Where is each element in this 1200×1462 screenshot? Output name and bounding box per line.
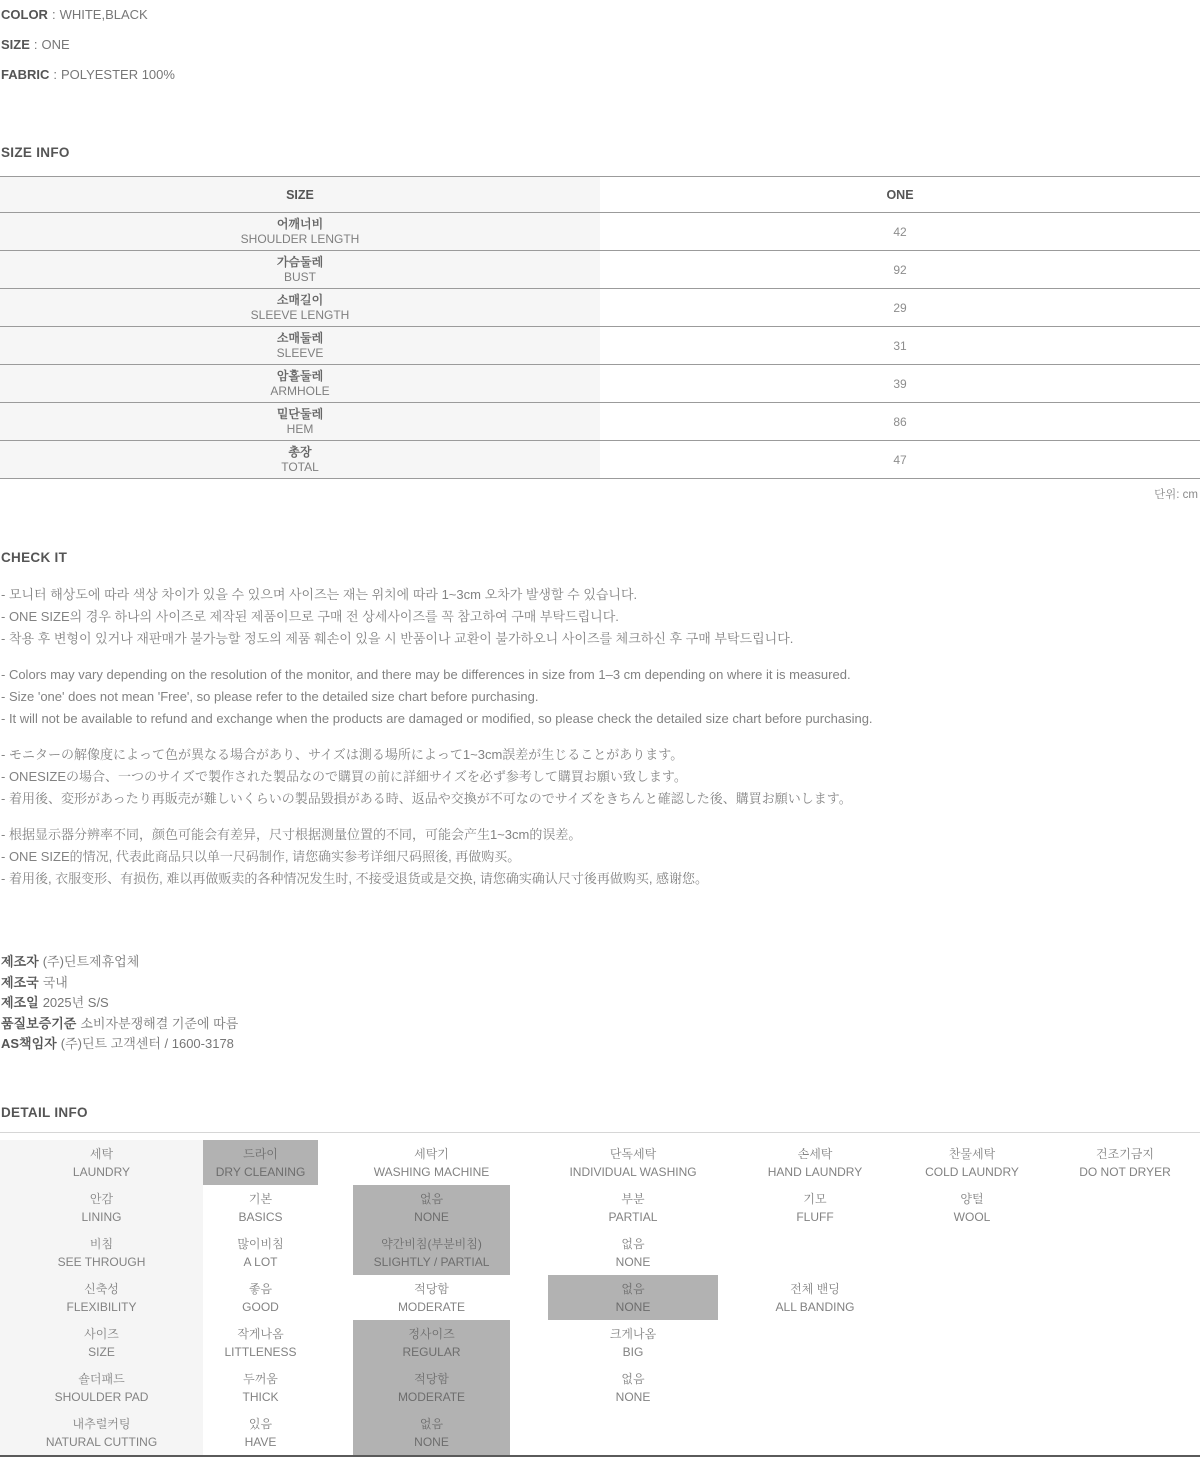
detail-cell — [548, 1275, 718, 1320]
detail-cell — [912, 1275, 1032, 1320]
detail-cell-en: NATURAL CUTTING — [45, 1434, 158, 1449]
detail-cell — [756, 1365, 874, 1410]
detail-cell-en: A LOT — [243, 1254, 278, 1269]
detail-cell — [1070, 1320, 1180, 1365]
detail-cell-en: REGULAR — [402, 1344, 461, 1359]
detail-row-size — [0, 1320, 1200, 1365]
measure-label-cell — [0, 403, 600, 440]
measure-label-en: SLEEVE — [276, 345, 324, 360]
manufacturer-row — [1, 993, 238, 1014]
detail-cell — [203, 1230, 318, 1275]
measure-value: 29 — [893, 300, 907, 315]
detail-cell — [353, 1185, 510, 1230]
detail-cell-ko: 작게나옴 — [237, 1326, 284, 1341]
detail-cell-en: HAND LAUNDRY — [767, 1164, 863, 1179]
detail-cell — [353, 1410, 510, 1455]
spec-value: WHITE,BLACK — [59, 7, 148, 22]
spec-value: ONE — [41, 37, 70, 52]
note-line: - ONE SIZE의 경우 하나의 사이즈로 제작된 제품이므로 구매 전 상세사이즈를 꼭 참고하여 구매 부탁드립니다. — [1, 609, 619, 624]
size-info-title: SIZE INFO — [1, 145, 70, 160]
note-line: - 着用後、変形があったり再販売が難しいくらいの製品毀損がある時、返品や交換が不可なのでサイズをきちんと確認した後、購買お願いします。 — [1, 791, 852, 806]
spec-label: FABRIC — [1, 67, 50, 82]
note-line: - ONE SIZE的情况, 代表此商品只以单一尺码制作, 请您确实参考详细尺码照後, 再做购买。 — [1, 849, 521, 864]
detail-cell — [912, 1320, 1032, 1365]
manufacturer-value: (주)딘트 고객센터 / 1600-3178 — [60, 1036, 234, 1051]
detail-cell — [1070, 1140, 1180, 1185]
product-specs — [1, 5, 175, 95]
detail-cell — [756, 1230, 874, 1275]
detail-cell — [548, 1140, 718, 1185]
size-table-row — [0, 441, 1200, 479]
detail-cell-ko: 전체 밴딩 — [790, 1281, 840, 1296]
measure-value: 92 — [893, 262, 907, 277]
detail-cell — [1070, 1410, 1180, 1455]
detail-row-label — [0, 1320, 203, 1365]
detail-cell-en: SHOULDER PAD — [54, 1389, 149, 1404]
manufacturer-value: 2025년 S/S — [42, 995, 109, 1010]
detail-cell-ko: 숄더패드 — [78, 1371, 125, 1386]
detail-cell — [912, 1140, 1032, 1185]
detail-cell — [912, 1410, 1032, 1455]
detail-cell — [548, 1185, 718, 1230]
detail-cell-en: WASHING MACHINE — [373, 1164, 490, 1179]
manufacturer-row — [1, 973, 238, 994]
measure-label-ko: 가슴둘레 — [276, 254, 324, 269]
detail-cell — [756, 1320, 874, 1365]
detail-cell-en: NONE — [414, 1209, 449, 1224]
spec-color — [1, 5, 175, 25]
measure-label-ko: 어깨너비 — [276, 216, 324, 231]
detail-cell-ko: 드라이 — [243, 1146, 278, 1161]
measure-label-cell — [0, 213, 600, 250]
detail-cell — [1070, 1275, 1180, 1320]
note-line: - 根据显示器分辨率不同，颜色可能会有差异，尺寸根据测量位置的不同，可能会产生1~3cm的误差。 — [1, 827, 582, 842]
measure-label-en: BUST — [283, 269, 316, 284]
detail-cell-en: INDIVIDUAL WASHING — [569, 1164, 697, 1179]
detail-cell-ko: 건조기금지 — [1096, 1146, 1154, 1161]
detail-info-title: DETAIL INFO — [1, 1105, 88, 1120]
detail-cell — [912, 1230, 1032, 1275]
size-table-row — [0, 213, 1200, 251]
note-line: - It will not be available to refund and exchange when the products are damaged or modified, so please check the detailed size chart before purchasing. — [1, 711, 873, 726]
note-line: - 착용 후 변형이 있거나 재판매가 불가능할 정도의 제품 훼손이 있을 시 반품이나 교환이 불가하오니 사이즈를 체크하신 후 구매 부탁드립니다. — [1, 631, 794, 646]
spec-fabric — [1, 65, 175, 85]
detail-cell — [1070, 1365, 1180, 1410]
detail-cell-en: MODERATE — [397, 1389, 466, 1404]
detail-cell-en: NONE — [615, 1299, 651, 1314]
size-table — [0, 176, 1200, 479]
detail-cell-ko: 적당함 — [414, 1371, 449, 1386]
detail-cell-ko: 세탁기 — [414, 1146, 449, 1161]
detail-cell-ko: 신축성 — [84, 1281, 119, 1296]
detail-row-label — [0, 1140, 203, 1185]
detail-cell — [548, 1365, 718, 1410]
detail-cell-en: DRY CLEANING — [215, 1164, 306, 1179]
detail-cell-ko: 부분 — [621, 1191, 645, 1206]
spec-separator: : — [51, 7, 56, 22]
detail-cell-ko: 찬물세탁 — [948, 1146, 996, 1161]
measure-label-ko: 소매둘레 — [276, 330, 324, 345]
detail-row-label — [0, 1365, 203, 1410]
detail-cell — [548, 1410, 718, 1455]
detail-cell-en: GOOD — [242, 1299, 279, 1314]
detail-cell — [912, 1365, 1032, 1410]
measure-label-cell — [0, 289, 600, 326]
size-table-header-label-cell — [0, 177, 600, 212]
manufacturer-label: 품질보증기준 — [1, 1015, 77, 1031]
detail-cell-en: SIZE — [88, 1344, 115, 1359]
detail-cell — [1070, 1185, 1180, 1230]
detail-cell — [756, 1140, 874, 1185]
detail-cell — [756, 1410, 874, 1455]
detail-cell — [548, 1320, 718, 1365]
spec-value: POLYESTER 100% — [61, 67, 175, 82]
detail-cell-en: THICK — [242, 1389, 279, 1404]
note-line: - Colors may vary depending on the resolution of the monitor, and there may be differences in size from 1–3 cm depending on where it is measured. — [1, 667, 851, 682]
size-table-row — [0, 289, 1200, 327]
detail-cell-ko: 없음 — [419, 1191, 444, 1206]
detail-cell-en: SEE THROUGH — [57, 1254, 146, 1269]
detail-cell-en: SLIGHTLY / PARTIAL — [373, 1254, 490, 1269]
manufacturer-row — [1, 952, 238, 973]
notes-english — [1, 664, 1199, 730]
detail-cell-ko: 약간비침(부분비침) — [381, 1236, 482, 1251]
detail-cell — [353, 1140, 510, 1185]
detail-cell — [756, 1185, 874, 1230]
measure-label-cell — [0, 251, 600, 288]
measure-label-cell — [0, 441, 600, 478]
detail-row-natural-cutting — [0, 1410, 1200, 1455]
measure-value: 47 — [893, 452, 907, 467]
detail-row-label — [0, 1230, 203, 1275]
spec-size — [1, 35, 175, 55]
detail-row-see-through — [0, 1230, 1200, 1275]
detail-divider — [0, 1132, 1200, 1133]
detail-cell-ko: 기모 — [803, 1191, 827, 1206]
detail-cell-en: BIG — [622, 1344, 644, 1359]
detail-cell-ko: 내추럴커팅 — [72, 1416, 131, 1431]
detail-cell-ko: 좋음 — [248, 1281, 273, 1296]
detail-cell-en: WOOL — [953, 1209, 991, 1224]
size-table-row — [0, 327, 1200, 365]
detail-row-label — [0, 1410, 203, 1455]
detail-row-flexibility — [0, 1275, 1200, 1320]
detail-grid — [0, 1140, 1200, 1457]
size-table-row — [0, 251, 1200, 289]
spec-separator: : — [33, 37, 38, 52]
manufacturer-label: 제조자 — [1, 954, 39, 969]
check-it-title: CHECK IT — [1, 550, 68, 565]
detail-cell — [203, 1140, 318, 1185]
spec-separator: : — [53, 67, 58, 82]
manufacturer-value: 국내 — [42, 974, 68, 990]
measure-label-ko: 암홀둘레 — [276, 368, 324, 383]
detail-row-shoulder-pad — [0, 1365, 1200, 1410]
measure-value: 42 — [893, 224, 907, 239]
detail-cell-ko: 없음 — [419, 1416, 444, 1431]
measure-value: 31 — [893, 338, 907, 353]
detail-row-label — [0, 1185, 203, 1230]
detail-row-label — [0, 1275, 203, 1320]
measure-label-cell — [0, 327, 600, 364]
detail-cell — [203, 1365, 318, 1410]
measure-label-ko: 밑단둘레 — [276, 406, 324, 421]
detail-cell-en: LITTLENESS — [224, 1344, 297, 1359]
check-it-notes — [1, 584, 1199, 904]
detail-cell — [353, 1230, 510, 1275]
manufacturer-value: 소비자분쟁해결 기준에 따름 — [80, 1015, 239, 1031]
spec-label: SIZE — [1, 37, 30, 52]
measure-value: 86 — [893, 414, 907, 429]
measure-label-en: SHOULDER LENGTH — [240, 231, 360, 246]
detail-cell-ko: 정사이즈 — [408, 1326, 455, 1341]
detail-cell-ko: 두꺼움 — [243, 1371, 278, 1386]
detail-cell-en: LAUNDRY — [72, 1164, 131, 1179]
detail-cell-ko: 있음 — [248, 1416, 273, 1431]
detail-cell-en: HAVE — [244, 1434, 277, 1449]
detail-cell — [1070, 1230, 1180, 1275]
detail-cell-ko: 많이비침 — [237, 1236, 284, 1251]
manufacturer-info — [1, 952, 238, 1055]
manufacturer-row — [1, 1014, 238, 1035]
detail-cell-en: PARTIAL — [608, 1209, 658, 1224]
measure-label-ko: 소매길이 — [276, 292, 324, 307]
detail-cell — [203, 1185, 318, 1230]
detail-cell — [353, 1320, 510, 1365]
measure-label-en: TOTAL — [281, 459, 319, 474]
detail-cell-ko: 세탁 — [89, 1146, 114, 1161]
measure-label-en: HEM — [286, 421, 314, 436]
note-line: - Size 'one' does not mean 'Free', so please refer to the detailed size chart before purchasing. — [1, 689, 539, 704]
detail-cell-ko: 안감 — [89, 1191, 114, 1206]
unit-note: 단위: cm — [1154, 489, 1198, 501]
detail-cell — [756, 1275, 874, 1320]
detail-cell-ko: 없음 — [621, 1281, 645, 1296]
notes-korean — [1, 584, 1199, 650]
detail-cell-ko: 양털 — [960, 1191, 984, 1206]
measure-label-cell — [0, 365, 600, 402]
detail-cell-en: DO NOT DRYER — [1079, 1164, 1171, 1179]
manufacturer-value: (주)딘트제휴업체 — [42, 954, 140, 969]
measure-label-en: ARMHOLE — [270, 383, 330, 398]
detail-cell-ko: 적당함 — [414, 1281, 449, 1296]
manufacturer-row — [1, 1034, 238, 1055]
detail-cell — [548, 1230, 718, 1275]
size-table-header-row — [0, 177, 1200, 213]
size-table-header-value: ONE — [886, 187, 914, 202]
detail-cell — [912, 1185, 1032, 1230]
detail-cell-ko: 기본 — [248, 1191, 273, 1206]
measure-value: 39 — [893, 376, 907, 391]
detail-cell-en: COLD LAUNDRY — [925, 1164, 1019, 1179]
detail-cell-en: NONE — [615, 1254, 651, 1269]
detail-cell — [353, 1365, 510, 1410]
manufacturer-label: 제조일 — [1, 995, 39, 1010]
detail-cell-ko: 없음 — [621, 1236, 645, 1251]
note-line: - モニターの解像度によって色が異なる場合があり、サイズは測る場所によって1~3cm誤差が生じることがあります。 — [1, 747, 684, 762]
spec-label: COLOR — [1, 7, 48, 22]
detail-cell — [203, 1320, 318, 1365]
detail-cell-ko: 손세탁 — [797, 1146, 833, 1161]
detail-cell — [203, 1410, 318, 1455]
detail-cell-en: MODERATE — [397, 1299, 466, 1314]
notes-chinese — [1, 824, 1199, 890]
note-line: - 모니터 해상도에 따라 색상 차이가 있을 수 있으며 사이즈는 재는 위치에 따라 1~3cm 오차가 발생할 수 있습니다. — [1, 587, 638, 602]
detail-cell — [353, 1275, 510, 1320]
size-table-row — [0, 365, 1200, 403]
detail-row-lining — [0, 1185, 1200, 1230]
detail-cell-ko: 사이즈 — [84, 1326, 119, 1341]
note-line: - ONESIZEの場合、一つのサイズで製作された製品なので購買の前に詳細サイズを必ず参考して購買お願い致します。 — [1, 769, 687, 784]
detail-cell-ko: 없음 — [621, 1371, 645, 1386]
detail-cell-en: FLEXIBILITY — [66, 1299, 137, 1314]
measure-label-en: SLEEVE LENGTH — [250, 307, 350, 322]
detail-cell-en: ALL BANDING — [775, 1299, 855, 1314]
size-table-header-label: SIZE — [286, 187, 314, 202]
notes-japanese — [1, 744, 1199, 810]
detail-cell-ko: 단독세탁 — [609, 1146, 657, 1161]
size-table-row — [0, 403, 1200, 441]
detail-cell-en: LINING — [81, 1209, 122, 1224]
detail-cell-ko: 비침 — [89, 1236, 114, 1251]
detail-cell-en: NONE — [615, 1389, 651, 1404]
measure-label-ko: 총장 — [288, 444, 312, 459]
note-line: - 着用後, 衣服变形、有损伤, 难以再做贩卖的各种情况发生时, 不接受退货或是交换, 请您确实确认尺寸後再做购买, 感谢您。 — [1, 871, 709, 886]
manufacturer-label: 제조국 — [1, 974, 39, 990]
detail-cell-en: FLUFF — [796, 1209, 834, 1224]
detail-cell-en: NONE — [414, 1434, 449, 1449]
detail-cell — [203, 1275, 318, 1320]
detail-cell-en: BASICS — [238, 1209, 283, 1224]
detail-cell-ko: 크게나옴 — [609, 1326, 657, 1341]
detail-row-laundry — [0, 1140, 1200, 1185]
manufacturer-label: AS책임자 — [1, 1036, 57, 1051]
